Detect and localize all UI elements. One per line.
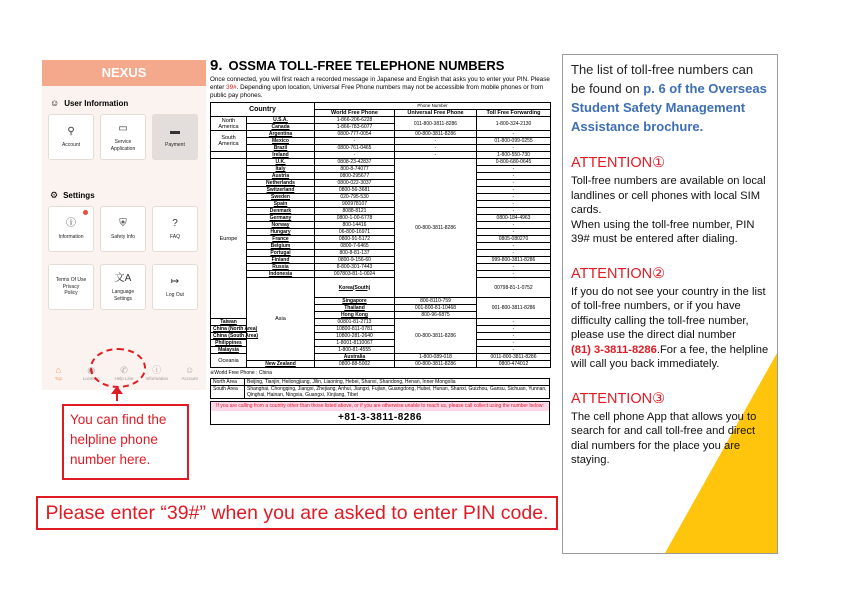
settings-tile-label: Safety Info [111,234,135,241]
forwarding-cell: - [477,145,551,152]
country-cell: Malaysia [211,347,247,354]
world-free-cell: 0808-23-42837 [315,159,395,166]
universal-free-cell: - [477,264,551,271]
universal-free-header: Universal Free Phone [395,110,477,117]
forwarding-cell: - [477,319,551,326]
world-free-cell: 800-8-81-137 [315,250,395,257]
country-cell: New Zealand [247,361,315,368]
forwarding-cell: - [477,131,551,138]
help-line-highlight [90,348,146,388]
note-value: Shanghai, Chongqing, Jiangxi, Zhejiang, Anhui, Jiangxi, Fujian, Guangdong, Hubei, Hunan, Shanxi, Guizhou, Gansu, Sichuan, Yunnan, Qinghai, Hainan, Ningxia, Guangxi, Xinjiang, Tibet [247,386,547,398]
callout-arrow-head [111,386,123,394]
settings-tile-3[interactable] [48,264,94,310]
forwarding-cell: 0-800-680-0645 [477,159,551,166]
world-free-cell: - [315,138,395,145]
country-cell: China (South Area) [211,333,247,340]
user-tile-0[interactable] [48,114,94,160]
collect-call-box [210,401,550,425]
tablet-icon: ▭ [118,123,128,134]
note-value: Beijing, Tianjin, Heilongjiang, Jilin, Liaoning, Hebei, Shanxi, Shandong, Henan, Inner Mongolia [247,379,456,385]
table-row [211,201,551,208]
tab-account[interactable] [176,365,204,382]
country-cell: Denmark [247,208,315,215]
forwarding-cell: - [477,166,551,173]
world-free-cell: 900978107 [315,201,395,208]
settings-tile-1[interactable] [100,206,146,252]
settings-tile-label: Language Settings [111,289,135,302]
country-cell: Germany [247,215,315,222]
world-free-header: World Free Phone [315,110,395,117]
attention-2-body: If you do not see your country in the list of toll-free numbers, or if you have difficulty calling the toll-free number, please use the direct dial number (81) 3-3811-8286.For a fee, the helpline will call you back immediately. [571,285,769,370]
user-tile-label: Payment [165,142,185,149]
country-cell: Hong Kong [315,312,395,319]
forwarding-cell: - [477,326,551,333]
user-tile-label: Service Application [110,139,136,152]
attention-1-body: Toll-free numbers are available on local landlines or cell phones with local SIM cards. When using the toll-free number, PIN 39# must be entered after dialing. [571,175,766,245]
note-row [211,385,549,398]
universal-free-cell: 999-800-3811-8286 [477,257,551,264]
tab-label: Information [145,376,169,381]
country-cell: Russia [247,264,315,271]
universal-free-cell: 00-800-3811-8286 [395,131,477,138]
tab-top[interactable] [44,365,72,382]
forwarding-cell: - [477,250,551,257]
universal-free-cell: 001-800-3811-8286 [477,298,551,319]
app-title: NEXUS [42,60,206,86]
helpline-callout: You can find the helpline phone number here. [62,404,189,480]
universal-free-cell: - [395,152,477,159]
world-free-cell: 0800-1-00-6778 [315,215,395,222]
world-free-cell: 0800-91-5172 [315,236,395,243]
logout-icon: ↦ [170,276,180,288]
info-icon: ⓘ [152,365,162,375]
attention-2-title: ATTENTION② [571,265,666,282]
world-free-cell: 1-866-783-6077 [315,124,395,131]
settings-tile-label: FAQ [169,234,180,241]
tab-label: Help Line [114,376,134,381]
world-free-cell: 06-800-16971 [315,229,395,236]
universal-free-cell: 00-800-3811-8286 [395,361,477,368]
settings-tile-label: Terms Of Use Privacy Policy [55,277,87,297]
forwarding-cell: 1-800-550-730 [477,152,551,159]
attention-1-title: ATTENTION① [571,155,666,171]
table-row [211,117,551,124]
phone-icon: ✆ [120,365,128,375]
region-cell [211,152,247,159]
world-free-cell: 800-14416 [315,222,395,229]
table-row [211,278,551,298]
universal-free-cell: 011-800-3811-8286 [395,117,477,131]
forwarding-cell: 0800-474012 [477,361,551,368]
note-key: South Area [211,386,245,398]
world-free-cell: 8088-8121 [315,208,395,215]
table-row [211,166,551,173]
world-free-cell: 1-800-089-018 [395,354,477,361]
home-icon: ⌂ [55,365,62,375]
country-cell: Canada [247,124,315,131]
country-cell: France [247,236,315,243]
table-row [211,264,551,271]
forwarding-cell: - [477,229,551,236]
table-row [211,222,551,229]
world-free-cell: 800-8-74077 [315,166,395,173]
table-row [211,145,551,152]
document-intro: Once connected, you will first reach a recorded message in Japanese and English that asks you to enter your PIN. Please enter 39#. Depending upon location, Universal Free Phone numbers may not be accessible from mobile phones or from public pay phones. [210,76,550,99]
translate-icon: 文A [114,273,132,284]
user-tile-label: Account [61,142,81,149]
table-row [211,152,551,159]
world-free-cell: 800-8110-759 [395,298,477,305]
table-row [211,194,551,201]
country-cell: Sweden [247,194,315,201]
country-cell: Ireland [247,152,315,159]
direct-dial-highlight: (81) 3-3811-8286 [571,343,657,356]
world-free-cell: 10800-281-2640 [315,333,395,340]
table-row [211,250,551,257]
world-free-cell: 800-96-6875 [395,312,477,319]
world-free-cell: 007803-81-1-0024 [315,271,395,278]
world-free-cell: 0800-761-0465 [315,145,395,152]
country-cell: Portugal [247,250,315,257]
world-free-cell: 1-800-81-4555 [315,347,395,354]
card-icon: ▬ [170,126,180,138]
tab-label: Account [181,376,198,381]
collect-call-text: If you are calling from a country other than those listed above, or if you are otherwise unable to reach us, please call collect using the number below: [211,402,549,411]
person-icon: ⚲ [67,126,75,138]
country-cell: Korea(South) [315,278,395,298]
user-tile-1[interactable] [100,114,146,160]
universal-free-cell: 00-800-3811-8286 [395,159,477,298]
country-cell: Finland [247,257,315,264]
country-cell: Austria [247,173,315,180]
forwarding-cell: - [477,187,551,194]
universal-free-cell: - [395,145,477,152]
country-cell: Australia [315,354,395,361]
table-row [211,159,551,166]
forwarding-cell: 01-800-099-0255 [477,138,551,145]
universal-free-cell: 00-800-3811-8286 [395,319,477,354]
settings-heading: ⚙ Settings [50,190,95,200]
forwarding-cell: - [477,222,551,229]
forwarding-cell: - [477,194,551,201]
china-area-notes [210,378,550,399]
settings-tile-2[interactable] [152,206,198,252]
pin-instruction-banner: Please enter “39#” when you are asked to enter PIN code. [36,496,558,530]
toll-free-document [210,58,553,425]
country-cell: Netherlands [247,180,315,187]
universal-free-cell: 0011-800-3811-8286 [477,354,551,361]
country-cell: U.S.A. [247,117,315,124]
world-free-cell: 00801-81-2713 [315,319,395,326]
world-free-cell: 001-800-81-10468 [395,305,477,312]
attention-3-title: ATTENTION③ [571,390,666,407]
world-free-cell: 0800-022-3037 [315,180,395,187]
country-cell: Belgium [247,243,315,250]
table-row [211,257,551,264]
world-free-cell: - [315,152,395,159]
world-free-cell: 0800-777-0054 [315,131,395,138]
shield-icon: ⛨ [119,218,127,230]
region-cell: Europe [211,159,247,319]
notes-caption: ※World Free Phone : China [210,370,272,376]
app-screenshot [42,60,206,390]
country-cell: Mexico [247,138,315,145]
world-free-cell: 0800-9-156-60 [315,257,395,264]
settings-tile-label: Information [58,234,84,241]
forwarding-cell: - [477,201,551,208]
table-row [211,236,551,243]
user-info-heading: ☺ User Information [50,98,129,108]
forwarding-cell: 0800-184-4963 [477,215,551,222]
forwarding-cell: - [477,333,551,340]
toll-free-forwarding-header: Toll Free Forwarding [477,110,551,117]
info-panel [562,54,778,554]
gear-icon: ⚙ [50,190,59,200]
table-row [211,215,551,222]
forwarding-cell: - [477,243,551,250]
universal-free-cell: - [395,138,477,145]
brochure-reference: p. 6 of the Overseas Student Safety Management Assistance brochure. [571,81,767,134]
notification-dot [83,210,88,215]
location-icon: ◉ [87,365,96,375]
table-row [211,180,551,187]
forwarding-cell: - [477,208,551,215]
document-title: 9. OSSMA TOLL-FREE TELEPHONE NUMBERS [210,57,505,74]
country-cell: Norway [247,222,315,229]
tab-information[interactable] [143,365,171,382]
table-row [211,243,551,250]
region-cell: Asia [247,278,315,361]
country-cell: Italy [247,166,315,173]
region-cell: South America [211,131,247,152]
world-free-cell: 8-800-301-7443 [315,264,395,271]
user-tile-2[interactable] [152,114,198,160]
country-cell: Switzerland [247,187,315,194]
user-circle-icon: ☺ [50,98,60,108]
forwarding-cell: - [477,173,551,180]
world-free-cell: 0800-88-5002 [315,361,395,368]
country-cell: China (North Area) [211,326,247,333]
info-lead: The list of toll-free numbers can be found on p. 6 of the Overseas Student Safety Management Assistance brochure. [571,62,767,134]
world-free-cell: 10800-811-0781 [315,326,395,333]
tab-label: Top [54,376,63,381]
forwarding-cell: - [477,347,551,354]
world-free-cell: 020-795-530 [315,194,395,201]
phone-number-table [210,102,551,368]
country-cell: Philippines [211,340,247,347]
forwarding-cell: 1-800-324-2130 [477,117,551,131]
table-row [211,361,551,368]
note-key: North Area [211,379,245,385]
direct-dial-number: +81-3-3811-8286 [338,411,422,423]
world-free-cell: 0800-7-6465 [315,243,395,250]
country-cell: Thailand [315,305,395,312]
world-free-cell: 1-866-206-6228 [315,117,395,124]
phone-number-header: Phone Number [315,103,551,110]
world-free-cell: 0800-295677 [315,173,395,180]
forwarding-cell: - [477,180,551,187]
settings-tile-5[interactable] [152,264,198,310]
account-icon: ☺ [184,365,195,375]
country-cell: Argentina [247,131,315,138]
note-row [211,379,549,385]
settings-tile-label: Log Out [166,292,184,299]
country-cell: U.K. [247,159,315,166]
region-cell: Oceania [211,354,247,368]
attention-3-body: The cell phone App that allows you to search for and call toll-free and direct dial numbers for the place you are staying. [571,410,757,466]
question-icon: ? [172,218,178,230]
info-icon: ⓘ [66,218,76,230]
table-row [211,271,551,278]
settings-tile-4[interactable] [100,264,146,310]
table-row [211,208,551,215]
universal-free-cell: - [477,271,551,278]
forwarding-cell: - [477,340,551,347]
country-header: Country [211,103,315,117]
table-row [211,229,551,236]
forwarding-cell: 0805-080270 [477,236,551,243]
country-cell: Hungary [247,229,315,236]
table-row [211,173,551,180]
table-row [211,187,551,194]
world-free-cell: 1-8001-8110067 [315,340,395,347]
region-cell: North America [211,117,247,131]
settings-tile-0[interactable] [48,206,94,252]
country-cell: Spain [247,201,315,208]
country-cell: Singapore [315,298,395,305]
world-free-cell: 0800-56-3681 [315,187,395,194]
world-free-cell: 00798-81-1-0752 [477,278,551,298]
table-row [211,138,551,145]
tab-label: Location [82,376,100,381]
country-cell: Indonesia [247,271,315,278]
table-row [211,131,551,138]
country-cell: Brazil [247,145,315,152]
country-cell: Taiwan [211,319,247,326]
